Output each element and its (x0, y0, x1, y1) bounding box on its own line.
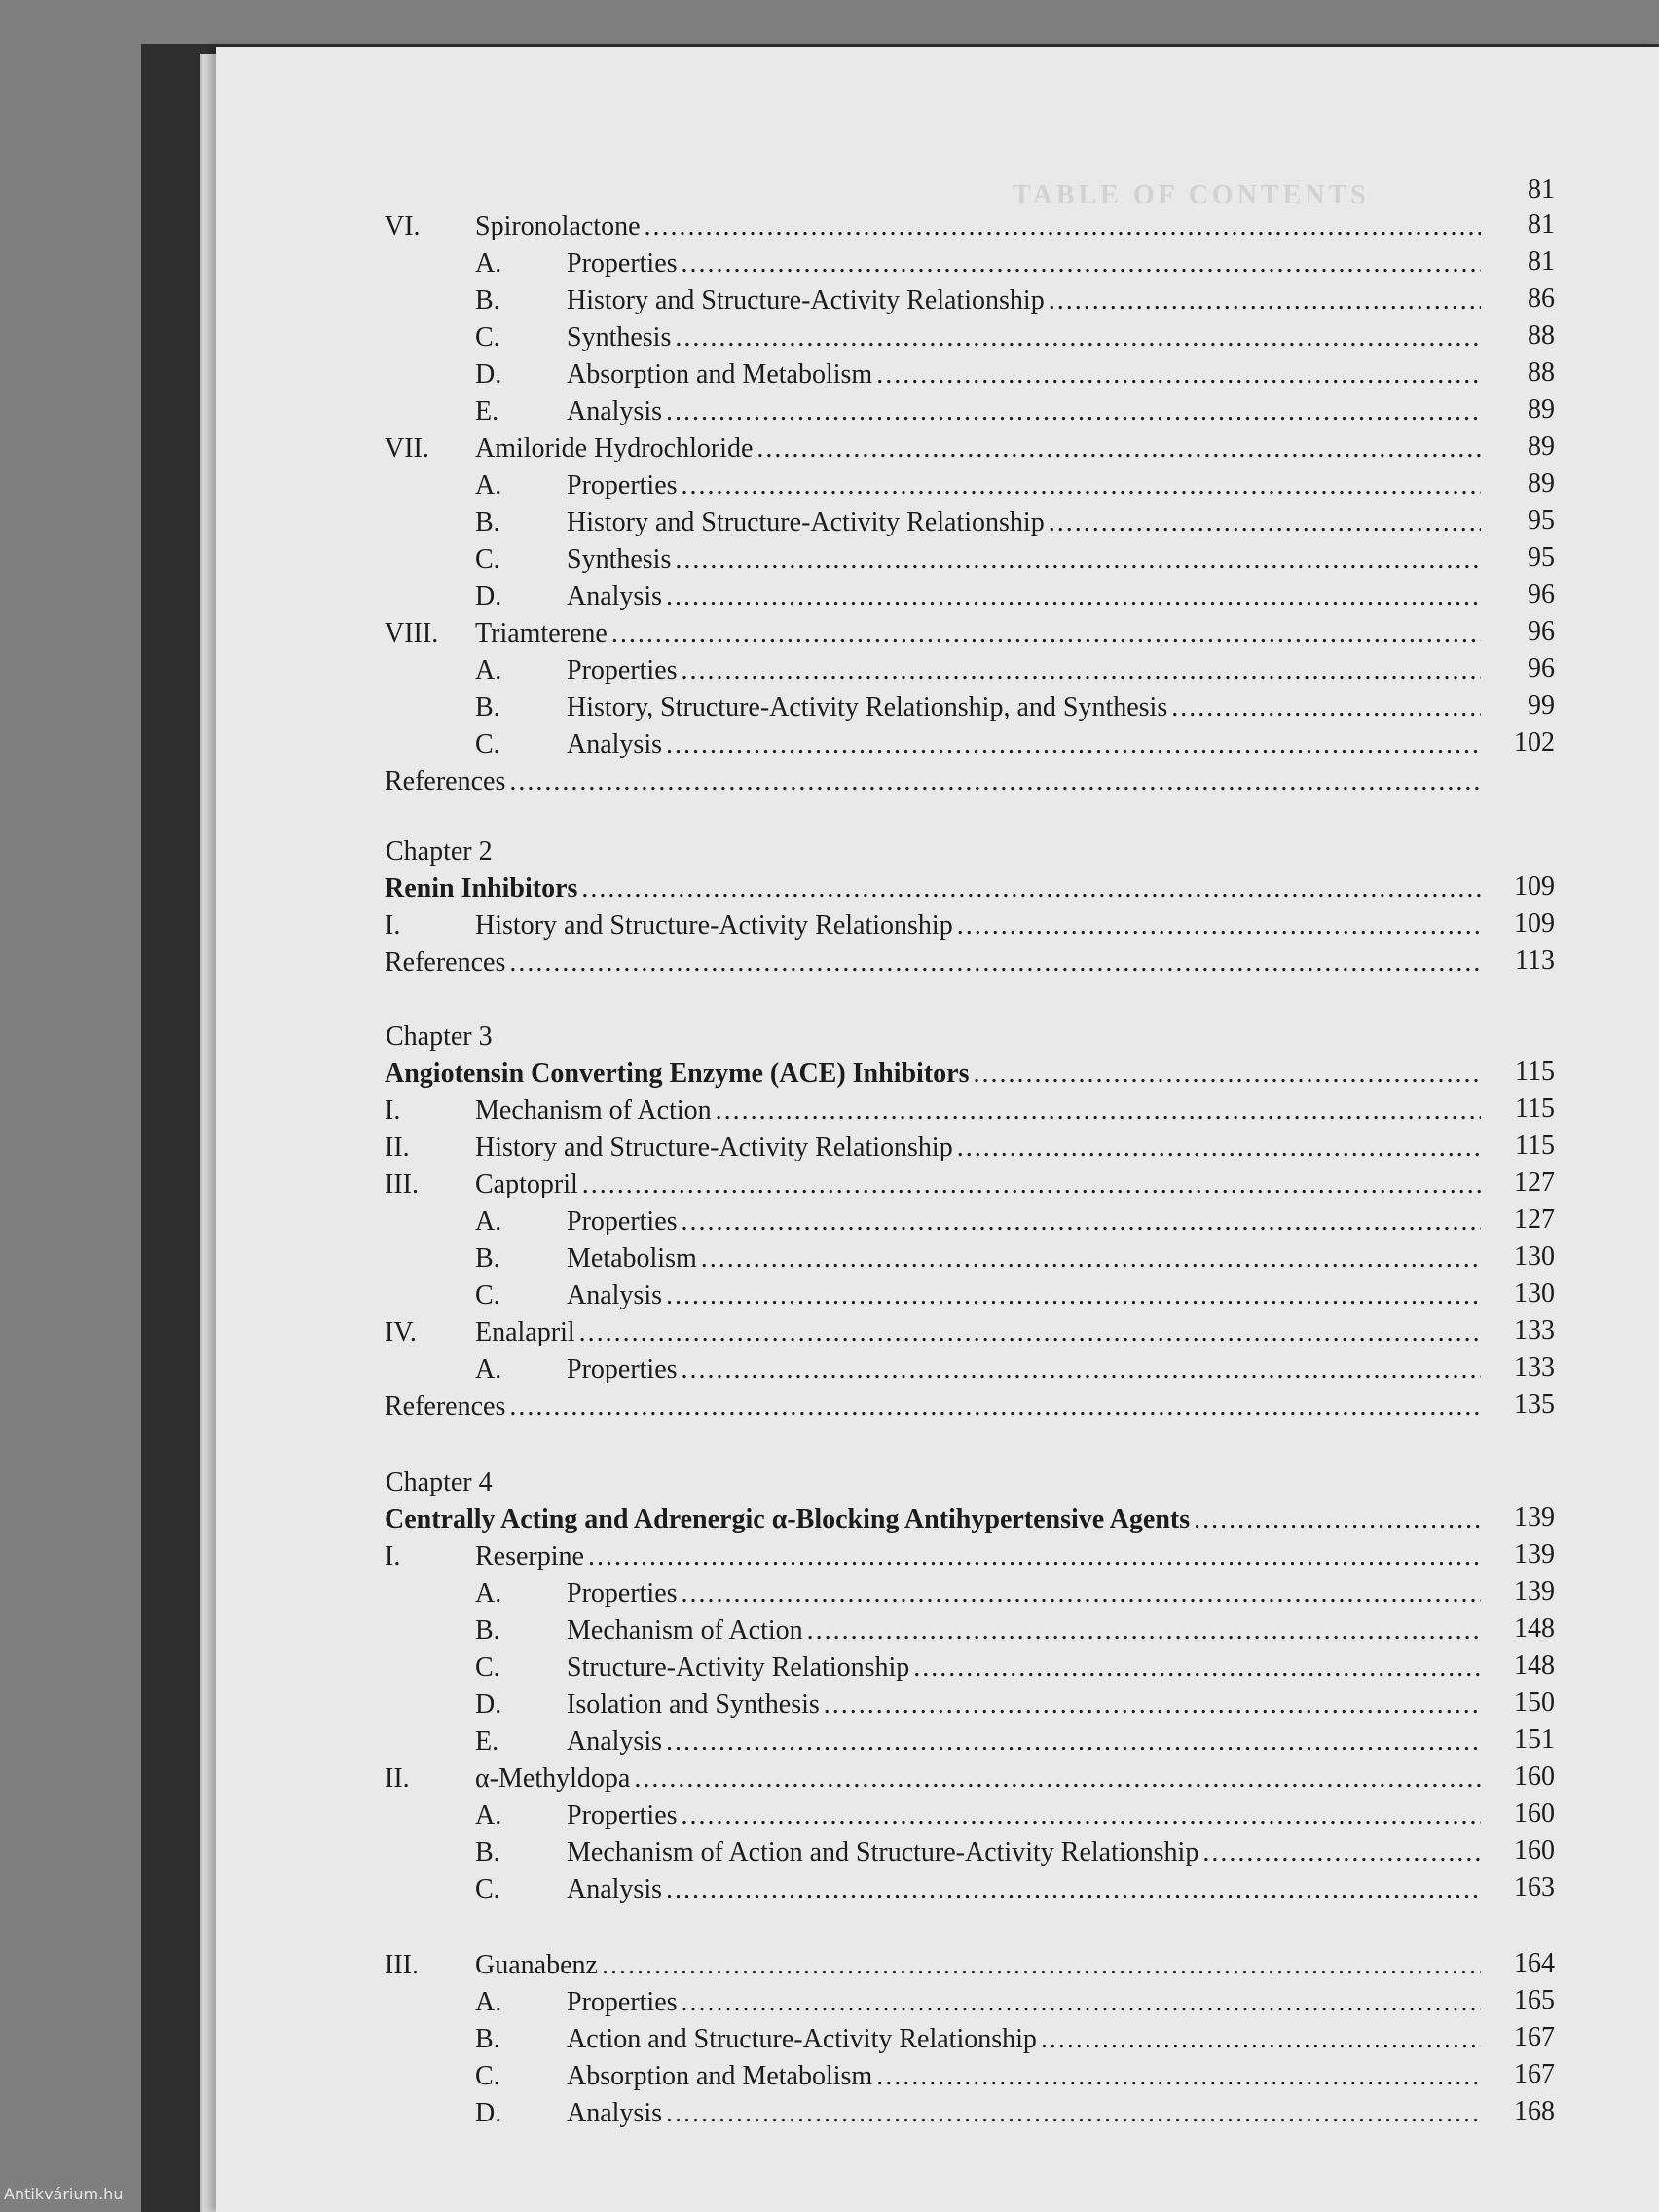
toc-entry (0, 1314, 1555, 1351)
toc-entry-title-line (567, 541, 1481, 578)
toc-entry (0, 652, 1555, 689)
toc-entry-title: References (385, 766, 506, 796)
dot-leader (666, 1871, 1481, 1908)
toc-entry-title-line (567, 1871, 1481, 1908)
toc-entry-title-line (385, 870, 1481, 907)
toc-entry (0, 1166, 1555, 1203)
toc-entry-title: Properties (567, 1987, 678, 2017)
dot-leader (602, 1947, 1481, 1984)
toc-entry-title: History and Structure-Activity Relationship (475, 1132, 953, 1162)
toc-entry-title: Renin Inhibitors (385, 873, 578, 903)
toc-page-number: 102 (1514, 727, 1555, 757)
toc-entry-number: B. (475, 285, 500, 315)
toc-entry-title-line (475, 1538, 1481, 1575)
dot-leader (666, 578, 1481, 615)
toc-entry-title: Analysis (567, 1726, 662, 1756)
dot-leader (675, 319, 1481, 356)
toc-entry (0, 615, 1555, 652)
toc-page-number: 89 (1528, 468, 1555, 498)
toc-entry-title: Metabolism (567, 1243, 697, 1273)
toc-entry (0, 1092, 1555, 1129)
toc-page-number: 160 (1514, 1798, 1555, 1828)
toc-entry (0, 1797, 1555, 1834)
toc-page-number: 160 (1514, 1761, 1555, 1791)
dot-leader (666, 726, 1481, 763)
dot-leader (957, 907, 1481, 944)
toc-page-number: 139 (1514, 1539, 1555, 1569)
toc-entry (0, 1277, 1555, 1314)
toc-entry-title: Analysis (567, 1874, 662, 1904)
toc-entry (0, 1686, 1555, 1723)
toc-entry-title: Mechanism of Action (567, 1615, 803, 1645)
toc-page-number: 96 (1528, 579, 1555, 609)
toc-entry-title: Properties (567, 470, 678, 500)
toc-entry (0, 1984, 1555, 2021)
dot-leader (876, 356, 1481, 393)
toc-page-number: 167 (1514, 2059, 1555, 2089)
toc-entry-number: C. (475, 1652, 500, 1682)
toc-entry (0, 2095, 1555, 2132)
toc-entry-title-line (475, 1947, 1481, 1984)
toc-entry (0, 689, 1555, 726)
toc-entry (0, 1501, 1555, 1538)
dot-leader (509, 763, 1481, 800)
toc-page-number: 88 (1528, 320, 1555, 350)
toc-entry (0, 467, 1555, 504)
toc-entry (0, 1760, 1555, 1797)
dot-leader (666, 1723, 1481, 1760)
dot-leader (1049, 282, 1481, 319)
toc-entry-title: Action and Structure-Activity Relationship (567, 2024, 1037, 2054)
dot-leader (682, 1203, 1481, 1240)
dot-leader (582, 1166, 1481, 1203)
toc-entry-title: Analysis (567, 1280, 662, 1310)
toc-entry (0, 1055, 1555, 1092)
toc-entry-number: A. (475, 655, 502, 685)
show-through-heading: TABLE OF CONTENTS (1013, 180, 1370, 210)
dot-leader (957, 1129, 1481, 1166)
toc-entry (0, 1575, 1555, 1612)
toc-entry-title-line (567, 393, 1481, 430)
toc-entry-title: Enalapril (475, 1317, 575, 1347)
dot-leader (634, 1760, 1481, 1797)
toc-entry-title-line (567, 1649, 1481, 1686)
toc-entry-number: III. (385, 1169, 419, 1199)
toc-entry-title: Mechanism of Action (475, 1095, 712, 1125)
toc-entry-title-line (475, 208, 1481, 245)
toc-page-number: 89 (1528, 394, 1555, 424)
toc-entry (0, 2058, 1555, 2095)
toc-page-number: 139 (1514, 1502, 1555, 1532)
dot-leader (666, 2095, 1481, 2132)
dot-leader (509, 1388, 1481, 1425)
toc-entry-number: C. (475, 544, 500, 574)
toc-entry-title-line (385, 944, 1481, 981)
toc-entry-number: VII. (385, 433, 429, 463)
toc-entry (0, 1834, 1555, 1871)
dot-leader (682, 1351, 1481, 1388)
toc-entry-title-line (475, 907, 1481, 944)
toc-page-number: 150 (1514, 1687, 1555, 1717)
toc-entry-title-line (567, 1686, 1481, 1723)
toc-entry-title: Angiotensin Converting Enzyme (ACE) Inhibitors (385, 1058, 970, 1088)
toc-entry-title: History and Structure-Activity Relationship (567, 285, 1045, 315)
toc-entry-title-line (567, 504, 1481, 541)
toc-entry-title: Analysis (567, 2098, 662, 2128)
toc-page-number: 115 (1515, 1056, 1555, 1087)
toc-entry-number: C. (475, 1280, 500, 1310)
toc-entry-title: Absorption and Metabolism (567, 2061, 873, 2091)
toc-entry-title: Properties (567, 655, 678, 685)
dot-leader (611, 615, 1481, 652)
toc-entry (0, 726, 1555, 763)
toc-entry-number: D. (475, 359, 502, 389)
dot-leader (1041, 2021, 1481, 2058)
dot-leader (913, 1649, 1481, 1686)
toc-page-number: 81 (1528, 174, 1555, 204)
toc-entry-number: II. (385, 1763, 410, 1793)
toc-entry-title: α-Methyldopa (475, 1763, 631, 1793)
toc-entry-title: Structure-Activity Relationship (567, 1652, 910, 1682)
toc-entry (0, 870, 1555, 907)
toc-entry-title-line (567, 578, 1481, 615)
dot-leader (682, 652, 1481, 689)
dot-leader (824, 1686, 1481, 1723)
toc-entry-number: B. (475, 1837, 500, 1867)
toc-entry-title: Analysis (567, 581, 662, 611)
toc-entry (0, 319, 1555, 356)
toc-entry-title: Amiloride Hydrochloride (475, 433, 754, 463)
toc-page-number: 115 (1515, 1093, 1555, 1124)
toc-entry-number: B. (475, 2024, 500, 2054)
toc-entry-title: References (385, 947, 506, 977)
dot-leader (876, 2058, 1481, 2095)
toc-entry-title: History, Structure-Activity Relationship, and Synthesis (567, 692, 1168, 722)
toc-entry (0, 1649, 1555, 1686)
toc-entry (0, 504, 1555, 541)
toc-entry-title: History and Structure-Activity Relationship (567, 507, 1045, 537)
dot-leader (645, 208, 1481, 245)
toc-entry (0, 1612, 1555, 1649)
toc-entry-title-line (567, 1277, 1481, 1314)
toc-entry-title: References (385, 1391, 506, 1421)
toc-entry-title-line (567, 1575, 1481, 1612)
toc-page-number: 96 (1528, 616, 1555, 646)
toc-page-number: 109 (1514, 908, 1555, 939)
toc-entry-title-line (567, 1723, 1481, 1760)
toc-entry (0, 1723, 1555, 1760)
toc-page-number: 165 (1514, 1985, 1555, 2015)
toc-entry-title-line (567, 689, 1481, 726)
dot-leader (682, 1797, 1481, 1834)
toc-entry-number: D. (475, 2098, 502, 2128)
toc-entry-title-line (567, 1984, 1481, 2021)
toc-page-number: 135 (1514, 1389, 1555, 1419)
dot-leader (588, 1538, 1481, 1575)
toc-entry-title: Isolation and Synthesis (567, 1689, 820, 1719)
toc-entry-title-line (567, 2021, 1481, 2058)
toc-entry-number: III. (385, 1950, 419, 1980)
dot-leader (1171, 689, 1481, 726)
dot-leader (675, 541, 1481, 578)
toc-page-number: 89 (1528, 431, 1555, 461)
toc-entry-number: VIII. (385, 618, 439, 648)
toc-entry (0, 356, 1555, 393)
dot-leader (807, 1612, 1481, 1649)
toc-entry (0, 1538, 1555, 1575)
toc-entry-number: D. (475, 581, 502, 611)
toc-entry-number: A. (475, 470, 502, 500)
toc-entry-title-line (475, 430, 1481, 467)
toc-entry-number: A. (475, 1578, 502, 1608)
toc-page-number: 151 (1514, 1724, 1555, 1754)
toc-page-number: 127 (1514, 1204, 1555, 1235)
toc-entry (0, 1871, 1555, 1908)
dot-leader (682, 1984, 1481, 2021)
toc-entry (0, 763, 1555, 800)
toc-entry-number: A. (475, 1987, 502, 2017)
dot-leader (756, 430, 1481, 467)
toc-entry-number: I. (385, 1541, 401, 1571)
toc-entry-number: E. (475, 396, 499, 426)
toc-entry (0, 245, 1555, 282)
toc-entry (0, 1129, 1555, 1166)
toc-entry-title: Properties (567, 1800, 678, 1830)
toc-page-number: 95 (1528, 505, 1555, 535)
toc-page-number: 160 (1514, 1835, 1555, 1865)
toc-page-number: 168 (1514, 2096, 1555, 2126)
toc-page-number: 127 (1514, 1167, 1555, 1198)
toc-page-number: 99 (1528, 690, 1555, 720)
toc-entry (0, 1203, 1555, 1240)
toc-entry (0, 282, 1555, 319)
toc-entry-title-line (567, 2058, 1481, 2095)
toc-entry-title: Synthesis (567, 544, 672, 574)
toc-entry-number: A. (475, 248, 502, 278)
toc-page-number: 96 (1528, 653, 1555, 683)
chapter-label: Chapter 2 (386, 836, 493, 866)
toc-entry-title-line (475, 1092, 1481, 1129)
toc-entry (0, 907, 1555, 944)
toc-entry-title: Spironolactone (475, 211, 641, 241)
toc-entry-number: C. (475, 1874, 500, 1904)
toc-entry-title: Properties (567, 1354, 678, 1384)
chapter-label: Chapter 3 (386, 1021, 493, 1051)
toc-entry-title: History and Structure-Activity Relationship (475, 910, 953, 940)
toc-entry-title-line (567, 1240, 1481, 1277)
toc-entry-title: Absorption and Metabolism (567, 359, 873, 389)
dot-leader (581, 870, 1481, 907)
toc-entry-title: Triamterene (475, 618, 608, 648)
toc-entry-title: Captopril (475, 1169, 578, 1199)
toc-page-number: 95 (1528, 542, 1555, 572)
toc-entry-title-line (385, 763, 1481, 800)
toc-entry-title-line (475, 1166, 1481, 1203)
dot-leader (579, 1314, 1481, 1351)
toc-page-number: 109 (1514, 871, 1555, 902)
toc-entry-title: Properties (567, 1578, 678, 1608)
watermark: Antikvárium.hu (4, 2185, 124, 2203)
toc-entry-number: I. (385, 1095, 401, 1125)
toc-entry-title-line (567, 1797, 1481, 1834)
toc-entry-title-line (567, 726, 1481, 763)
toc-entry-title-line (567, 2095, 1481, 2132)
toc-entry-title-line (475, 1760, 1481, 1797)
toc-entry-title-line (567, 467, 1481, 504)
toc-page-number: 81 (1528, 209, 1555, 240)
toc-entry-number: A. (475, 1800, 502, 1830)
toc-page-number: 164 (1514, 1948, 1555, 1978)
toc-entry-title: Properties (567, 248, 678, 278)
toc-entry (0, 393, 1555, 430)
toc-page-number: 163 (1514, 1872, 1555, 1902)
toc-entry-title: Analysis (567, 729, 662, 759)
toc-entry-number: I. (385, 910, 401, 940)
toc-entry-title-line (385, 1055, 1481, 1092)
toc-page-number: 133 (1514, 1315, 1555, 1346)
toc-page-number: 115 (1515, 1130, 1555, 1161)
toc-entry (0, 1351, 1555, 1388)
toc-entry-title-line (567, 1612, 1481, 1649)
toc-entry-number: D. (475, 1689, 502, 1719)
toc-page-number: 81 (1528, 246, 1555, 276)
toc-entry-number: C. (475, 322, 500, 352)
toc-entry-title-line (567, 1203, 1481, 1240)
dot-leader (1049, 504, 1481, 541)
toc-entry-title-line (385, 1501, 1481, 1538)
toc-entry-number: B. (475, 1615, 500, 1645)
toc-entry (0, 578, 1555, 615)
toc-page-number: 113 (1515, 945, 1555, 976)
dot-leader (682, 245, 1481, 282)
toc-page-number: 88 (1528, 357, 1555, 387)
toc-entry-title-line (567, 319, 1481, 356)
toc-page-number: 133 (1514, 1352, 1555, 1382)
dot-leader (1194, 1501, 1481, 1538)
toc-entry (0, 1240, 1555, 1277)
toc-entry-title-line (567, 1834, 1481, 1871)
toc-entry-title-line (567, 245, 1481, 282)
toc-entry-number: A. (475, 1206, 502, 1236)
toc-entry-number: C. (475, 2061, 500, 2091)
dot-leader (509, 944, 1481, 981)
toc-entry-number: C. (475, 729, 500, 759)
toc-entry-number: VI. (385, 211, 421, 241)
toc-entry-title: Properties (567, 1206, 678, 1236)
toc-page-number: 167 (1514, 2022, 1555, 2052)
toc-entry-title-line (385, 1388, 1481, 1425)
toc-page-number: 148 (1514, 1613, 1555, 1643)
toc-entry-title-line (567, 356, 1481, 393)
toc-page-number: 139 (1514, 1576, 1555, 1606)
toc-entry-title: Reserpine (475, 1541, 584, 1571)
dot-leader (682, 1575, 1481, 1612)
toc-entry-title: Synthesis (567, 322, 672, 352)
toc-entry-title: Mechanism of Action and Structure-Activity Relationship (567, 1837, 1199, 1867)
toc-entry-number: B. (475, 507, 500, 537)
toc-entry-title-line (475, 1314, 1481, 1351)
toc-entry (0, 2021, 1555, 2058)
toc-page-number: 130 (1514, 1278, 1555, 1309)
dot-leader (666, 393, 1481, 430)
toc-entry-number: A. (475, 1354, 502, 1384)
dot-leader (682, 467, 1481, 504)
toc-entry (0, 944, 1555, 981)
toc-entry (0, 1947, 1555, 1984)
toc-entry-title-line (567, 282, 1481, 319)
chapter-label: Chapter 4 (386, 1467, 493, 1497)
toc-entry-title-line (475, 1129, 1481, 1166)
toc-page-number: 148 (1514, 1650, 1555, 1680)
toc-entry-title: Guanabenz (475, 1950, 598, 1980)
toc-entry-title-line (567, 652, 1481, 689)
toc-entry (0, 430, 1555, 467)
toc-entry-number: E. (475, 1726, 499, 1756)
toc-entry-number: B. (475, 1243, 500, 1273)
dot-leader (666, 1277, 1481, 1314)
toc-entry-number: IV. (385, 1317, 417, 1347)
toc-entry-title-line (475, 615, 1481, 652)
toc-page-number: 86 (1528, 283, 1555, 313)
top-page-number-row (0, 171, 1555, 208)
toc-entry (0, 1388, 1555, 1425)
toc-entry-number: II. (385, 1132, 410, 1162)
toc-entry-title: Analysis (567, 396, 662, 426)
toc-entry-title: Centrally Acting and Adrenergic α-Blocking Antihypertensive Agents (385, 1504, 1191, 1534)
dot-leader (716, 1092, 1481, 1129)
dot-leader (1202, 1834, 1481, 1871)
toc-entry (0, 541, 1555, 578)
toc-entry (0, 208, 1555, 245)
dot-leader (973, 1055, 1481, 1092)
toc-entry-title-line (567, 1351, 1481, 1388)
toc-page-number: 130 (1514, 1241, 1555, 1272)
toc-entry-number: B. (475, 692, 500, 722)
dot-leader (701, 1240, 1481, 1277)
